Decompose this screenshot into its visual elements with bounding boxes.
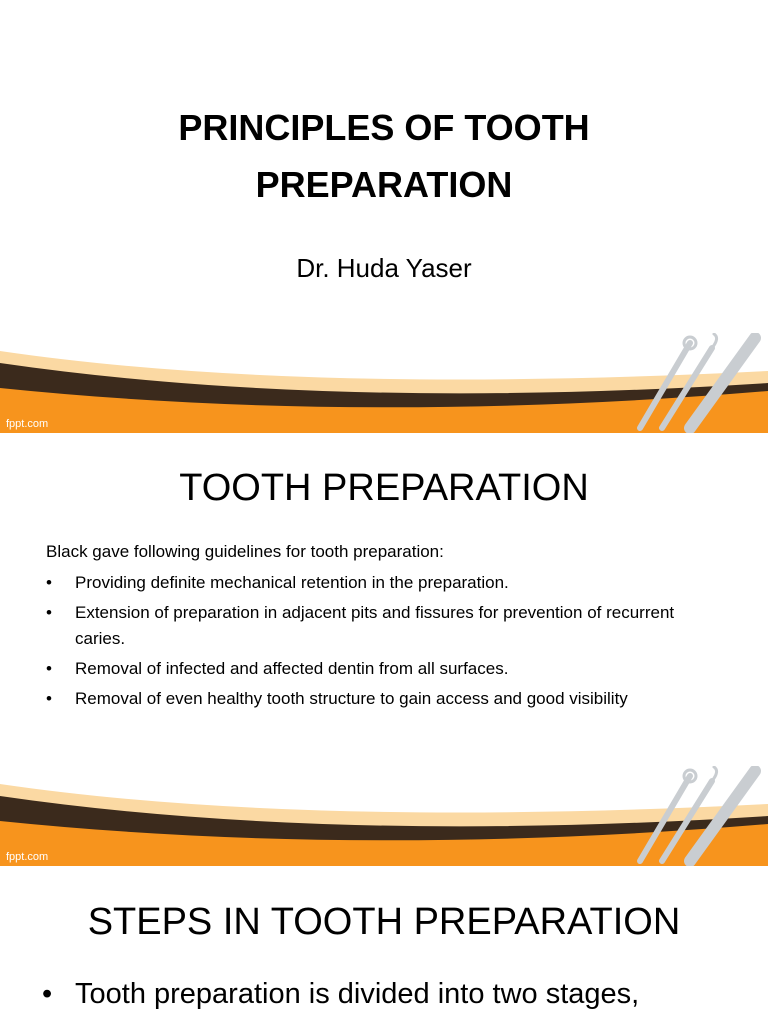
bullet-icon: • <box>46 573 52 592</box>
list-item-text: Extension of preparation in adjacent pits and fissures for prevention of recurrent caries. <box>75 603 675 648</box>
author-name: Dr. Huda Yaser <box>296 253 472 283</box>
bullet-icon: • <box>42 978 53 1010</box>
list-item-text: Removal of even healthy tooth structure to gain access and good visibility <box>75 689 628 708</box>
list-item <box>46 686 726 712</box>
list-item <box>42 974 742 1014</box>
slide-title-line1: PRINCIPLES OF TOOTH <box>178 107 590 148</box>
bullet-icon: • <box>46 659 52 678</box>
guideline-list <box>46 570 726 716</box>
slide-heading: TOOTH PREPARATION <box>179 467 589 509</box>
list-item-text: Tooth preparation is divided into two stages, <box>75 978 640 1010</box>
slide-heading: STEPS IN TOOTH PREPARATION <box>87 901 681 943</box>
list-item <box>46 656 726 682</box>
intro-text: Black gave following guidelines for tooth preparation: <box>46 542 444 561</box>
bullet-icon: • <box>46 689 52 708</box>
slide-steps <box>0 866 768 1024</box>
list-item <box>46 570 726 596</box>
footer-swoosh-band <box>0 333 768 433</box>
bullet-icon: • <box>46 603 52 622</box>
slide-title-line2: PREPARATION <box>255 164 513 205</box>
footer-swoosh-band <box>0 766 768 866</box>
list-item-text: Removal of infected and affected dentin from all surfaces. <box>75 659 509 678</box>
list-item-text: Providing definite mechanical retention in the preparation. <box>75 573 509 592</box>
slide-title <box>0 0 768 433</box>
list-item <box>46 600 726 652</box>
slide-tooth-preparation <box>0 433 768 866</box>
footer-brand-text: fppt.com <box>6 851 49 863</box>
steps-list <box>42 974 742 1014</box>
footer-brand-text: fppt.com <box>6 418 49 430</box>
